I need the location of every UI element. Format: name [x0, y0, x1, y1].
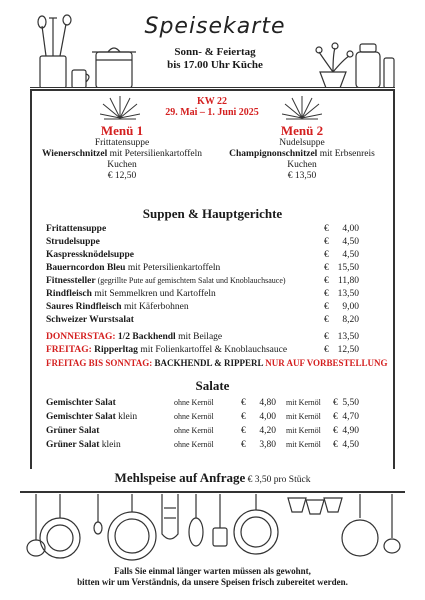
dish-detail: mit Petersilienkartoffeln: [125, 263, 221, 273]
mehlspeise-line: [30, 470, 395, 486]
mit-price: 5,50: [342, 398, 359, 408]
menu-1-title: Menü 1: [100, 123, 144, 138]
dish-detail: mit Semmelkren und Kartoffeln: [91, 289, 216, 299]
mit-label: mit Kernöl: [286, 398, 321, 407]
dish-price: 15,50: [337, 263, 359, 273]
week-dates: 29. Mai – 1. Juni 2025: [165, 107, 259, 118]
dish-price: 13,50: [337, 289, 359, 299]
footer-line: Falls Sie einmal länger warten müssen als gewohnt,: [114, 566, 311, 576]
dish-name: Kaspressknödelsuppe: [46, 250, 134, 260]
week-number: KW 22: [196, 96, 228, 107]
subtitle-line: Sonn- & Feiertag: [174, 46, 256, 58]
menu-2-dessert: Kuchen: [287, 160, 317, 170]
mehlspeise-price: € 3,50 pro Stück: [245, 475, 311, 485]
dish-price: 8,20: [342, 315, 359, 325]
currency-symbol: €: [324, 302, 329, 312]
dish-name: Fritattensuppe: [46, 224, 107, 234]
salad-name: Grüner Salat: [46, 440, 100, 450]
currency-symbol: €: [333, 440, 338, 450]
menu-2-title: Menü 2: [280, 123, 324, 138]
list-item: [46, 301, 359, 313]
menu-1-soup: Frittatensuppe: [94, 138, 150, 148]
salad-size: klein: [99, 440, 121, 450]
menu-1: [22, 123, 222, 182]
menu-2-soup: Nudelsuppe: [279, 138, 325, 148]
ohne-price: 4,20: [259, 426, 276, 436]
currency-symbol: €: [324, 315, 329, 325]
special-detail: mit Beilage: [175, 332, 223, 342]
special-weekend: [46, 357, 388, 369]
special-detail: mit Folienkartoffel & Knoblauchsauce: [137, 345, 288, 355]
special-dish: Ripperltag: [91, 345, 138, 355]
table-row: [46, 396, 359, 410]
salad-name: Gemischter Salat: [46, 398, 116, 408]
weekend-note: NUR AUF VORBESTELLUNG: [262, 358, 388, 368]
ohne-label: ohne Kernöl: [174, 426, 214, 435]
menu-1-main-dish: Wienerschnitzel: [41, 149, 108, 159]
table-row: [46, 438, 359, 452]
menu-1-price: € 12,50: [107, 171, 137, 181]
list-item: [46, 314, 359, 326]
currency-symbol: €: [333, 398, 338, 408]
currency-symbol: €: [324, 263, 329, 273]
menu-2-price: € 13,50: [287, 171, 317, 181]
opening-hours: [140, 46, 290, 72]
mit-price: 4,50: [342, 440, 359, 450]
mit-price: 4,90: [342, 426, 359, 436]
list-item: [46, 275, 359, 287]
dish-price: 4,00: [342, 224, 359, 234]
menu-1-dessert: Kuchen: [107, 160, 137, 170]
dish-name: Saures Rindfleisch: [46, 302, 122, 312]
week-label: [112, 96, 312, 118]
currency-symbol: €: [324, 345, 329, 355]
dish-name: Fitnessteller: [46, 276, 96, 286]
currency-symbol: €: [333, 426, 338, 436]
salad-size: klein: [115, 412, 138, 422]
special-dish: 1/2 Backhendl: [115, 332, 176, 342]
mit-price: 4,70: [342, 412, 359, 422]
ohne-label: ohne Kernöl: [174, 398, 214, 407]
hanging-utensils-illustration: [20, 488, 405, 568]
mit-label: mit Kernöl: [286, 426, 321, 435]
dish-price: 4,50: [342, 237, 359, 247]
currency-symbol: €: [324, 332, 329, 342]
ohne-price: 4,00: [259, 412, 276, 422]
ohne-price: 3,80: [259, 440, 276, 450]
footer-note: [30, 566, 395, 588]
special-day-label: DONNERSTAG:: [46, 332, 116, 342]
dish-name: Rindfleisch: [46, 289, 92, 299]
table-row: [46, 424, 359, 438]
salad-name: Gemischter Salat: [46, 412, 116, 422]
section-title-suppen: Suppen & Hauptgerichte: [142, 206, 283, 221]
section-title-salate: Salate: [195, 378, 230, 393]
ohne-label: ohne Kernöl: [174, 440, 214, 449]
currency-symbol: €: [324, 289, 329, 299]
currency-symbol: €: [333, 412, 338, 422]
dish-price: 11,80: [337, 276, 359, 286]
list-item: [46, 236, 359, 248]
menu-1-main: [22, 149, 222, 160]
special-price: 12,50: [337, 345, 359, 355]
weekend-dishes: BACKHENDL & RIPPERL: [154, 358, 263, 368]
dish-detail: (gegrillte Pute auf gemischtem Salat und Knoblauchsauce): [95, 276, 286, 285]
list-item: [46, 262, 359, 274]
currency-symbol: €: [324, 237, 329, 247]
weekend-label: FREITAG BIS SONNTAG:: [46, 358, 155, 368]
special-freitag: [46, 344, 359, 356]
currency-symbol: €: [324, 224, 329, 234]
menu-title: Speisekarte: [144, 14, 286, 39]
subtitle-line: bis 17.00 Uhr Küche: [167, 59, 263, 71]
mehlspeise-label: Mehlspeise auf Anfrage: [114, 470, 246, 485]
currency-symbol: €: [241, 440, 246, 450]
dish-price: 9,00: [342, 302, 359, 312]
list-item: [46, 288, 359, 300]
list-item: [46, 249, 359, 261]
special-price: 13,50: [337, 332, 359, 342]
ohne-price: 4,80: [259, 398, 276, 408]
menu-2-main: [202, 149, 402, 160]
ohne-label: ohne Kernöl: [174, 412, 214, 421]
mit-label: mit Kernöl: [286, 440, 321, 449]
table-row: [46, 410, 359, 424]
list-item: [46, 223, 359, 235]
dish-name: Strudelsuppe: [46, 237, 100, 247]
menu-2: [202, 123, 402, 182]
menu-2-main-dish: Champignonschnitzel: [229, 149, 318, 159]
currency-symbol: €: [241, 398, 246, 408]
mit-label: mit Kernöl: [286, 412, 321, 421]
currency-symbol: €: [324, 276, 329, 286]
currency-symbol: €: [324, 250, 329, 260]
dish-detail: mit Käferbohnen: [121, 302, 189, 312]
dish-name: Schweizer Wurstsalat: [46, 315, 134, 325]
currency-symbol: €: [241, 412, 246, 422]
footer-line: bitten wir um Verständnis, da unsere Speisen frisch zubereitet werden.: [77, 577, 348, 587]
salad-name: Grüner Salat: [46, 426, 100, 436]
menu-2-side: mit Erbsenreis: [317, 149, 375, 159]
special-day-label: FREITAG:: [46, 345, 92, 355]
currency-symbol: €: [241, 426, 246, 436]
menu-1-side: mit Petersilienkartoffeln: [107, 149, 203, 159]
special-donnerstag: [46, 331, 359, 343]
dish-name: Bauerncordon Bleu: [46, 263, 126, 273]
dish-price: 4,50: [342, 250, 359, 260]
